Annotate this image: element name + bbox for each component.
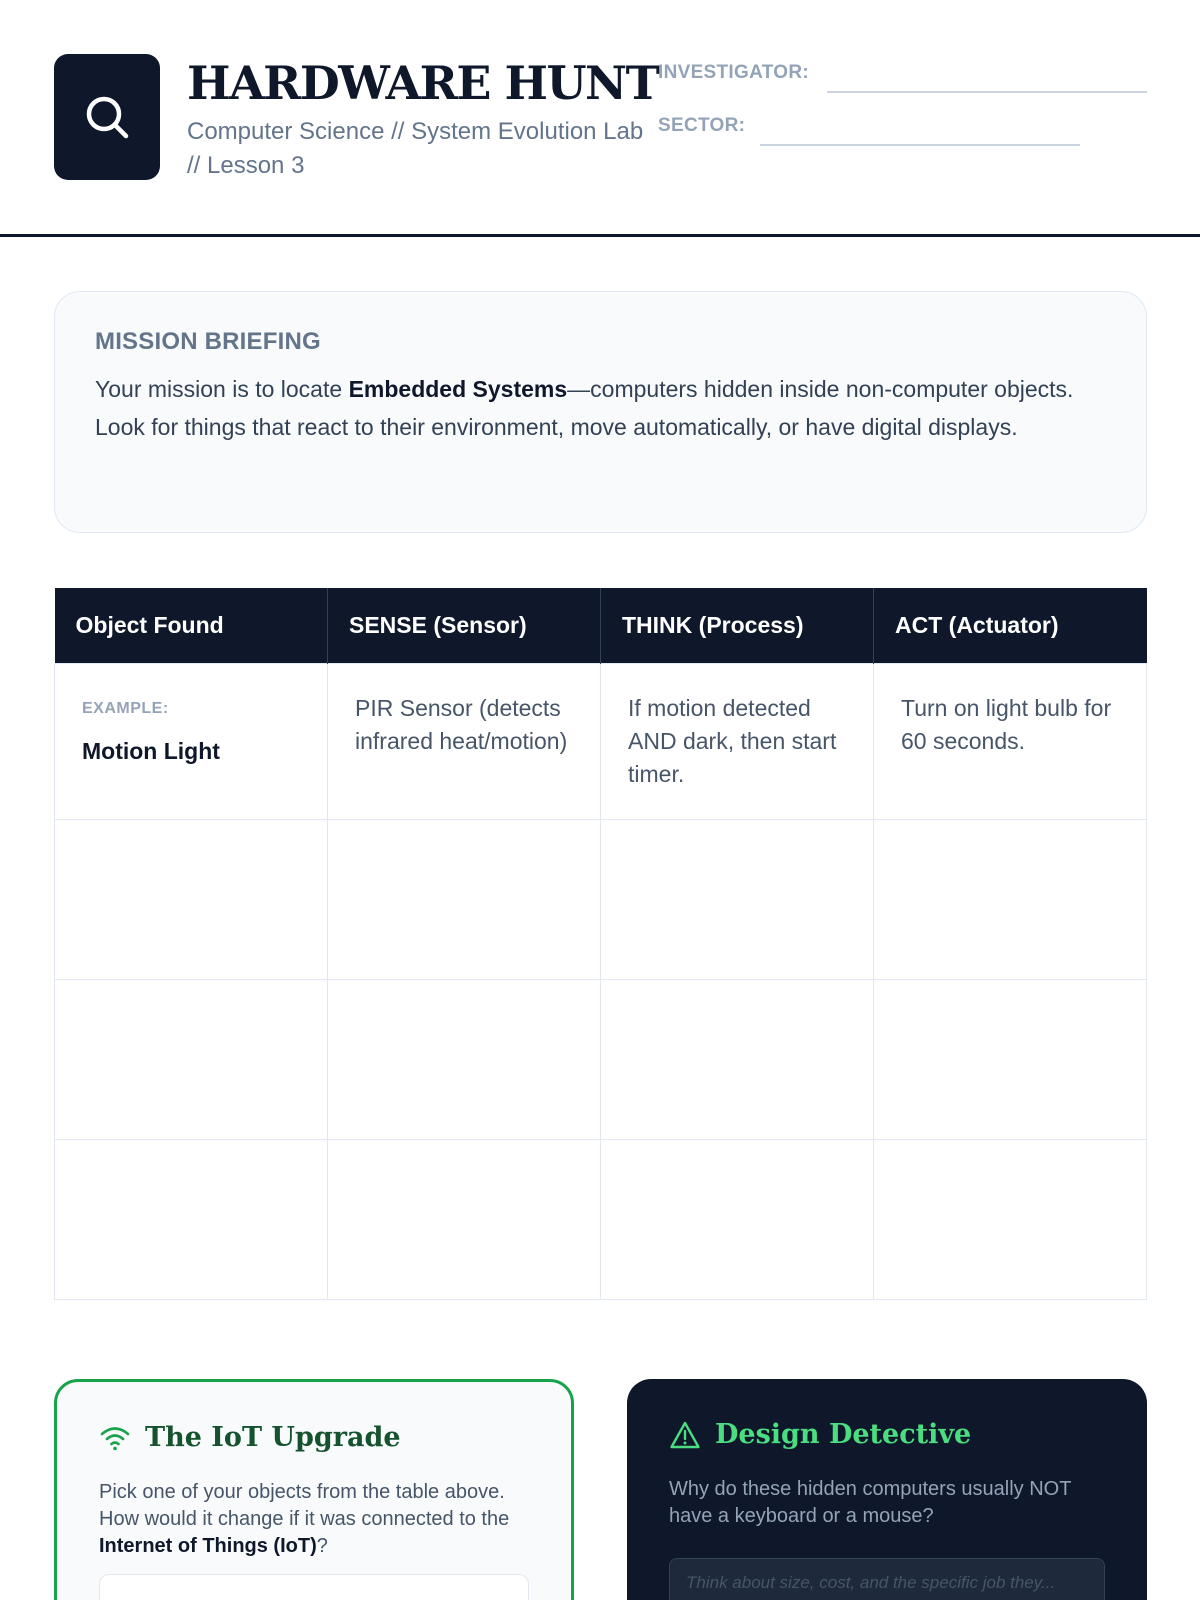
table-row bbox=[55, 1139, 1147, 1299]
act-input-cell[interactable] bbox=[874, 979, 1147, 1139]
column-header-object: Object Found bbox=[55, 588, 328, 663]
example-row bbox=[55, 663, 1147, 819]
investigator-label: INVESTIGATOR: bbox=[658, 62, 809, 83]
column-header-act: ACT (Actuator) bbox=[874, 588, 1147, 663]
page-title: HARDWARE HUNT bbox=[187, 56, 659, 110]
design-card-title: Design Detective bbox=[669, 1419, 1105, 1450]
design-question: Why do these hidden computers usually NOT have a keyboard or a mouse? bbox=[669, 1478, 1072, 1527]
think-input-cell[interactable] bbox=[601, 979, 874, 1139]
investigator-field[interactable] bbox=[827, 91, 1147, 93]
sector-label: SECTOR: bbox=[658, 115, 746, 136]
page-subtitle: Computer Science // System Evolution Lab // Lesson 3 bbox=[187, 118, 644, 179]
example-object: Motion Light bbox=[82, 737, 220, 764]
warning-icon bbox=[669, 1420, 701, 1450]
wifi-icon bbox=[99, 1424, 131, 1452]
act-input-cell[interactable] bbox=[874, 819, 1147, 979]
table-row bbox=[55, 979, 1147, 1139]
example-act-cell: Turn on light bulb for 60 seconds. bbox=[874, 663, 1147, 819]
table-header-row bbox=[55, 588, 1147, 663]
iot-term: Internet of Things (IoT) bbox=[99, 1535, 317, 1557]
search-icon bbox=[83, 93, 131, 141]
iot-answer-box[interactable] bbox=[99, 1574, 529, 1600]
column-header-think: THINK (Process) bbox=[601, 588, 874, 663]
worksheet-header bbox=[0, 0, 1200, 237]
think-input-cell[interactable] bbox=[601, 819, 874, 979]
example-label: EXAMPLE: bbox=[82, 699, 169, 717]
design-detective-card bbox=[627, 1379, 1147, 1600]
sense-input-cell[interactable] bbox=[328, 1139, 601, 1299]
column-header-sense: SENSE (Sensor) bbox=[328, 588, 601, 663]
iot-card-title: The IoT Upgrade bbox=[99, 1422, 529, 1453]
iot-prompt: Pick one of your objects from the table above. How would it change if it was connected to the Internet of Things (IoT)? bbox=[99, 1481, 510, 1557]
briefing-heading: MISSION BRIEFING bbox=[95, 328, 321, 355]
object-input-cell[interactable] bbox=[55, 819, 328, 979]
mission-briefing bbox=[54, 291, 1147, 533]
example-think-cell: If motion detected AND dark, then start timer. bbox=[601, 663, 874, 819]
sense-input-cell[interactable] bbox=[328, 979, 601, 1139]
table-row bbox=[55, 819, 1147, 979]
object-input-cell[interactable] bbox=[55, 1139, 328, 1299]
sense-input-cell[interactable] bbox=[328, 819, 601, 979]
think-input-cell[interactable] bbox=[601, 1139, 874, 1299]
logo-badge bbox=[54, 54, 160, 180]
object-input-cell[interactable] bbox=[55, 979, 328, 1139]
design-answer-box[interactable]: Think about size, cost, and the specific job they... bbox=[669, 1558, 1105, 1600]
example-object-cell bbox=[55, 663, 328, 819]
act-input-cell[interactable] bbox=[874, 1139, 1147, 1299]
embedded-systems-term: Embedded Systems bbox=[348, 376, 568, 402]
example-sense-cell: PIR Sensor (detects infrared heat/motion) bbox=[328, 663, 601, 819]
iot-upgrade-card bbox=[54, 1379, 574, 1600]
sector-field[interactable] bbox=[760, 144, 1080, 146]
briefing-text: Your mission is to locate Embedded Systems—computers hidden inside non-computer objects. Look for things that react to their environment, move automatically, or have digital displays. bbox=[95, 376, 1074, 440]
hunt-table bbox=[54, 588, 1147, 1300]
